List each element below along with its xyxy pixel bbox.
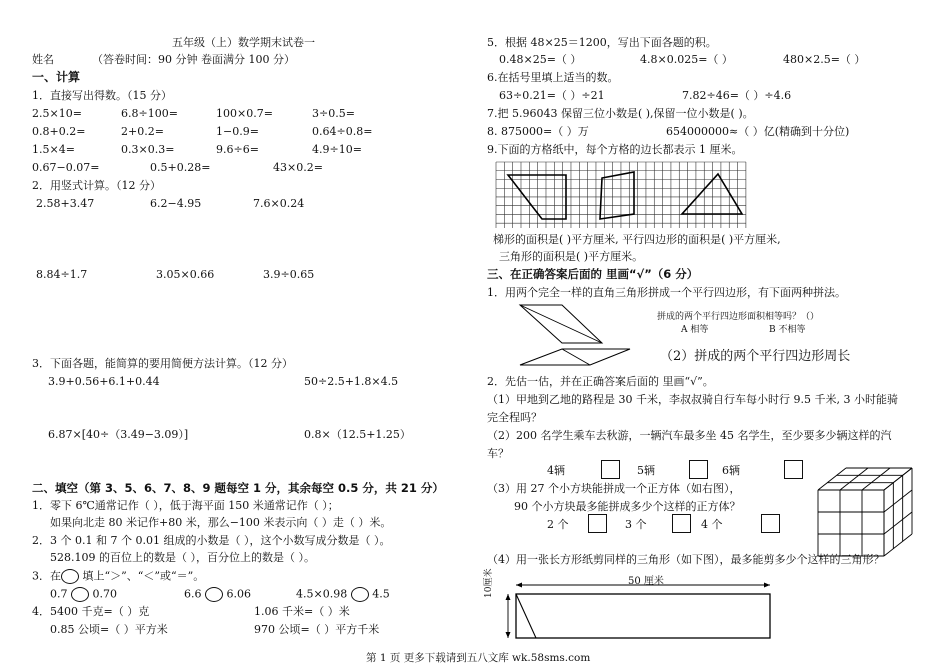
fill-line: 970 公顷=（ ）平方千米 bbox=[254, 623, 380, 636]
simplify-item: 0.8×（12.5+1.25） bbox=[304, 428, 411, 441]
oral-item: 0.64÷0.8= bbox=[312, 125, 373, 138]
q6-label: 6.在括号里填上适当的数。 bbox=[487, 71, 619, 84]
compare-right: 0.70 bbox=[92, 587, 117, 601]
oral-item: 0.3×0.3= bbox=[121, 143, 175, 156]
grid-figure bbox=[496, 162, 746, 228]
fill-item: 7.82÷46=（ ）÷4.6 bbox=[682, 89, 792, 102]
option-label: 5辆 bbox=[637, 464, 655, 477]
option-label: 4 个 bbox=[701, 518, 723, 531]
option-label: 3 个 bbox=[625, 518, 647, 531]
fill-line bbox=[32, 569, 204, 584]
s1-question: 拼成的两个平行四边形面积相等吗？（） bbox=[657, 312, 820, 322]
fill-line: 0.85 公顷=（ ）平方米 bbox=[50, 623, 168, 636]
parallelogram-shape bbox=[600, 172, 634, 219]
q5-label: 5．根据 48×25＝1200，写出下面各题的积。 bbox=[487, 36, 717, 49]
answer-box[interactable] bbox=[672, 514, 691, 533]
rectangle-figure bbox=[498, 580, 788, 648]
area-line: 三角形的面积是( )平方厘米。 bbox=[499, 250, 644, 263]
q3-prefix: 3．在 bbox=[32, 569, 61, 583]
q8-item: 654000000≈（ ）亿(精确到十分位) bbox=[666, 125, 850, 138]
width-label: 50 厘米 bbox=[628, 576, 664, 587]
cube-figure bbox=[816, 466, 916, 556]
oral-item: 4.9÷10= bbox=[312, 143, 362, 156]
product-item: 0.48×25=（ ） bbox=[499, 53, 582, 66]
s2-q3: （3）用 27 个小方块能拼成一个正方体（如右图）， bbox=[487, 482, 741, 495]
oral-item: 1.5×4= bbox=[32, 143, 75, 156]
compare-right: 6.06 bbox=[226, 587, 251, 601]
section-1-heading: 一、计算 bbox=[32, 70, 81, 84]
circle-blank[interactable] bbox=[205, 587, 223, 602]
answer-box[interactable] bbox=[588, 514, 607, 533]
oral-item: 100×0.7= bbox=[216, 107, 273, 120]
page-title: 五年级（上）数学期末试卷一 bbox=[172, 36, 315, 49]
s2-text: 2．先估一估，并在正确答案后面的 里画“√”。 bbox=[487, 375, 714, 388]
fill-line: 如果向北走 80 米记作+80 米，那么−100 米表示向（ ）走（ ）米。 bbox=[50, 516, 392, 529]
option-b[interactable]: B 不相等 bbox=[769, 325, 806, 335]
fill-line: 528.109 的百位上的数是（ ），百分位上的数是（ ）。 bbox=[50, 551, 315, 564]
q3-label: 3．下面各题，能简算的要用简便方法计算。（12 分） bbox=[32, 357, 293, 370]
vertical-calc-item: 7.6×0.24 bbox=[253, 197, 305, 210]
triangles-figure bbox=[512, 303, 642, 371]
q9-label: 9.下面的方格纸中，每个方格的边长都表示 1 厘米。 bbox=[487, 143, 743, 156]
option-a[interactable]: A 相等 bbox=[681, 325, 709, 335]
simplify-item: 6.87×[40÷（3.49−3.09）] bbox=[48, 428, 189, 441]
q7-label: 7.把 5.96043 保留三位小数是( ),保留一位小数是( )。 bbox=[487, 107, 754, 120]
circle-blank[interactable] bbox=[71, 587, 89, 602]
q3-suffix: 填上“＞”、“＜”或“＝”。 bbox=[82, 569, 205, 583]
exam-info: （答卷时间：90 分钟 卷面满分 100 分） bbox=[92, 53, 295, 66]
vertical-calc-item: 2.58+3.47 bbox=[36, 197, 95, 210]
answer-box[interactable] bbox=[761, 514, 780, 533]
vertical-calc-item: 8.84÷1.7 bbox=[36, 268, 88, 281]
page-footer: 第 1 页 更多下载请到五八文库 wk.58sms.com bbox=[366, 652, 591, 664]
q1-label: 1．直接写出得数。（15 分） bbox=[32, 89, 172, 102]
fill-line: 1．零下 6℃通常记作（ ），低于海平面 150 米通常记作（ ）； bbox=[32, 499, 339, 512]
triangle-shape bbox=[682, 174, 742, 214]
q2-label: 2．用竖式计算。（12 分） bbox=[32, 179, 161, 192]
s2-q4: （4）用一张长方形纸剪同样的三角形（如下图），最多能剪多少个这样的三角形？ bbox=[487, 553, 885, 566]
name-label: 姓名 bbox=[32, 53, 54, 66]
s2-q1-cont: 完全程吗？ bbox=[487, 411, 542, 424]
area-line: 梯形的面积是( )平方厘米, 平行四边形的面积是( )平方厘米, bbox=[493, 233, 781, 246]
answer-box[interactable] bbox=[601, 460, 620, 479]
oral-item: 9.6÷6= bbox=[216, 143, 259, 156]
oral-item: 1−0.9= bbox=[216, 125, 259, 138]
option-label: 6辆 bbox=[722, 464, 740, 477]
s2-q3-cont: 90 个小方块最多能拼成多少个这样的正方体？ bbox=[514, 500, 741, 513]
simplify-item: 3.9+0.56+6.1+0.44 bbox=[48, 375, 160, 388]
compare-left: 0.7 bbox=[50, 587, 68, 601]
oral-item: 0.67−0.07= bbox=[32, 161, 100, 174]
fill-item: 63÷0.21=（ ）÷21 bbox=[499, 89, 605, 102]
oral-item: 0.5+0.28= bbox=[150, 161, 211, 174]
vertical-calc-item: 3.9÷0.65 bbox=[263, 268, 315, 281]
compare-left: 4.5×0.98 bbox=[296, 587, 348, 601]
simplify-item: 50÷2.5+1.8×4.5 bbox=[304, 375, 399, 388]
option-label: 2 个 bbox=[547, 518, 569, 531]
oral-item: 2.5×10= bbox=[32, 107, 82, 120]
fill-line: 1.06 千米=（ ）米 bbox=[254, 605, 350, 618]
circle-blank[interactable] bbox=[351, 587, 369, 602]
fill-line: 4．5400 千克=（ ）克 bbox=[32, 605, 150, 618]
answer-box[interactable] bbox=[784, 460, 803, 479]
oral-item: 43×0.2= bbox=[273, 161, 323, 174]
vertical-calc-item: 6.2−4.95 bbox=[150, 197, 202, 210]
oral-item: 6.8÷100= bbox=[121, 107, 178, 120]
answer-box[interactable] bbox=[689, 460, 708, 479]
circle-blank[interactable] bbox=[61, 569, 79, 584]
section-3-heading: 三、在正确答案后面的 里画“√”（6 分） bbox=[487, 267, 699, 281]
product-item: 480×2.5=（ ） bbox=[783, 53, 866, 66]
compare-left: 6.6 bbox=[184, 587, 202, 601]
option-label: 4辆 bbox=[547, 464, 565, 477]
s2-q2: （2）200 名学生乘车去秋游，一辆汽车最多坐 45 名学生，至少要多少辆这样的汽 bbox=[487, 429, 892, 442]
vertical-calc-item: 3.05×0.66 bbox=[156, 268, 215, 281]
s2-q2-cont: 车？ bbox=[487, 447, 509, 460]
compare-right: 4.5 bbox=[372, 587, 390, 601]
q8-item: 8. 875000=（ ）万 bbox=[487, 125, 589, 138]
oral-item: 3÷0.5= bbox=[312, 107, 355, 120]
compare-row bbox=[50, 587, 390, 602]
height-label: 10厘米 bbox=[484, 568, 494, 598]
s1-sub2: （2）拼成的两个平行四边形周长 bbox=[660, 349, 851, 364]
s2-q1: （1）甲地到乙地的路程是 30 千米，李叔叔骑自行车每小时行 9.5 千米, 3 小时能骑 bbox=[487, 393, 898, 406]
s1-text: 1．用两个完全一样的直角三角形拼成一个平行四边形，有下面两种拼法。 bbox=[487, 286, 846, 299]
oral-item: 2+0.2= bbox=[121, 125, 164, 138]
oral-item: 0.8+0.2= bbox=[32, 125, 86, 138]
product-item: 4.8×0.025=（ ） bbox=[640, 53, 733, 66]
fill-line: 2．3 个 0.1 和 7 个 0.01 组成的小数是（ ），这个小数写成分数是（ ）。 bbox=[32, 534, 391, 547]
section-2-heading: 二、填空（第 3、5、6、7、8、9 题每空 1 分，其余每空 0.5 分，共 21 分） bbox=[32, 481, 444, 495]
